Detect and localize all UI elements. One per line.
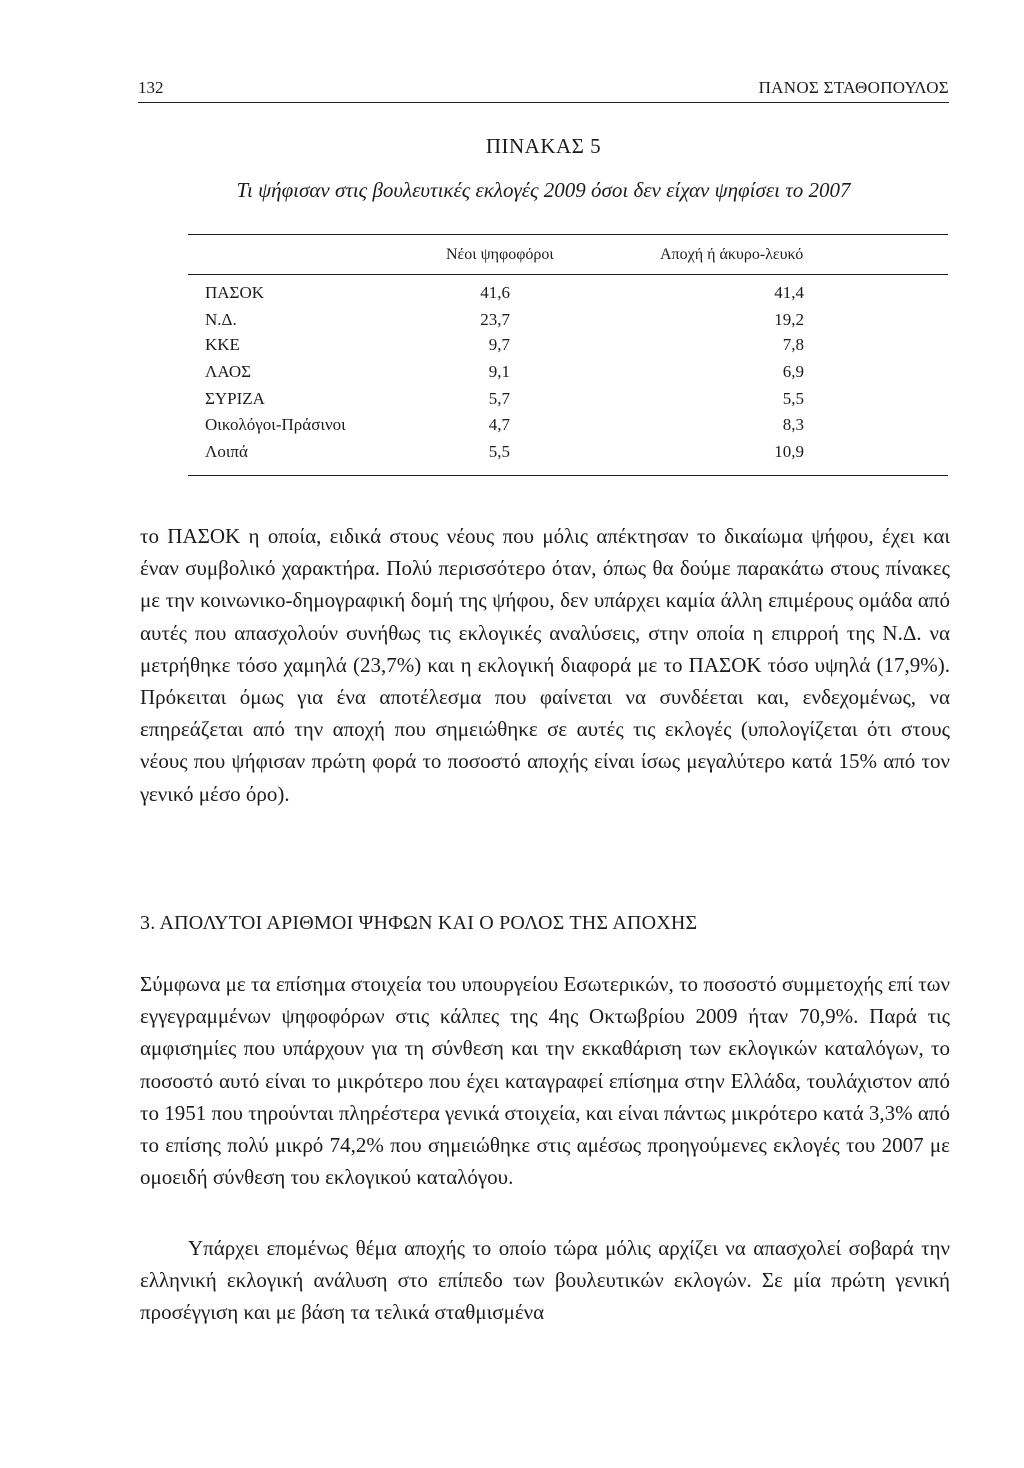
abstention-value: 41,4: [774, 283, 804, 302]
body-paragraph: Σύμφωνα με τα επίσημα στοιχεία του υπουργείου Εσωτερικών, το ποσοστό συμμετοχής επί των εγγεγραμμένων ψηφοφόρων στις κάλπες της 4ης Οκτωβρίου 2009 ήταν 70,9%. Παρά τις αμφισημίες που υπάρχουν για τη σύνθεση και την εκκαθάριση των εκλογικών καταλόγων, το ποσοστό αυτό είναι το μικρότερο που έχει καταγραφεί επίσημα στην Ελλάδα, τουλάχιστον από το 1951 που τηρούνται πληρέστερα γενικά στοιχεία, και είναι πάντως μικρότερο κατά 3,3% από το επίσης πολύ μικρό 74,2% που σημειώθηκε στις αμέσως προηγούμενες εκλογές του 2007 με ομοειδή σύνθεση του εκλογικού καταλόγου.: [140, 972, 950, 1190]
table-title: ΠΙΝΑΚΑΣ 5: [485, 134, 602, 158]
party-name: ΣΥΡΙΖΑ: [205, 389, 265, 408]
table-top-rule: [188, 234, 948, 235]
table-row: [0, 310, 1024, 334]
abstention-value: 5,5: [782, 389, 804, 408]
running-title: ΠΑΝΟΣ ΣΤΑΘΟΠΟΥΛΟΣ: [758, 78, 949, 97]
abstention-value: 7,8: [782, 335, 804, 354]
column-header-abstention: Αποχή ή άκυρο-λευκό: [660, 246, 804, 263]
section-heading: 3. ΑΠΟΛΥΤΟΙ ΑΡΙΘΜΟΙ ΨΗΦΩΝ ΚΑΙ Ο ΡΟΛΟΣ ΤΗΣ ΑΠΟΧΗΣ: [140, 912, 698, 934]
column-header-new-voters: Νέοι ψηφοφόροι: [446, 246, 554, 263]
party-name: Οικολόγοι-Πράσινοι: [205, 415, 346, 434]
party-name: ΠΑΣΟΚ: [205, 283, 265, 302]
new-voters-value: 9,1: [488, 362, 510, 381]
table-row: [0, 442, 1024, 466]
page-number: 132: [138, 78, 164, 97]
table-row: [0, 335, 1024, 359]
table-caption: Τι ψήφισαν στις βουλευτικές εκλογές 2009 όσοι δεν είχαν ψηφίσει το 2007: [236, 178, 851, 202]
new-voters-value: 9,7: [488, 335, 510, 354]
party-name: ΚΚΕ: [205, 335, 240, 354]
table-bottom-rule: [188, 475, 948, 476]
party-name: ΛΑΟΣ: [205, 362, 252, 381]
abstention-value: 19,2: [774, 310, 804, 329]
abstention-value: 6,9: [782, 362, 804, 381]
table-row: [0, 362, 1024, 386]
running-header: [138, 76, 949, 103]
abstention-value: 10,9: [774, 442, 804, 461]
body-paragraph: Υπάρχει επομένως θέμα αποχής το οποίο τώρα μόλις αρχίζει να απασχολεί σοβαρά την ελληνική εκλογική ανάλυση στο επίπεδο των βουλευτικών εκλογών. Σε μία πρώτη γενική προσέγγιση και με βάση τα τελικά σταθμισμένα: [140, 1236, 950, 1325]
new-voters-value: 4,7: [488, 415, 510, 434]
table-row: [0, 283, 1024, 307]
new-voters-value: 5,5: [488, 442, 510, 461]
new-voters-value: 41,6: [480, 283, 510, 302]
abstention-value: 8,3: [782, 415, 804, 434]
table-header-rule: [188, 274, 948, 275]
party-name: Λοιπά: [205, 442, 248, 461]
new-voters-value: 23,7: [480, 310, 510, 329]
party-name: Ν.Δ.: [205, 310, 237, 329]
new-voters-value: 5,7: [488, 389, 510, 408]
table-row: [0, 389, 1024, 413]
body-paragraph: το ΠΑΣΟΚ η οποία, ειδικά στους νέους που μόλις απέκτησαν το δικαίωμα ψήφου, έχει και έναν συμβολικό χαρακτήρα. Πολύ περισσότερο όταν, όπως θα δούμε παρακάτω στους πίνακες με την κοινωνικο-δημογραφική δομή της ψήφου, δεν υπάρχει καμία άλλη επιμέρους ομάδα από αυτές που απασχολούν συνήθως τις εκλογικές αναλύσεις, στην οποία η επιρροή της Ν.Δ. να μετρήθηκε τόσο χαμηλά (23,7%) και η εκλογική διαφορά με το ΠΑΣΟΚ τόσο υψηλά (17,9%). Πρόκειται όμως για ένα αποτέλεσμα που φαίνεται να συνδέεται και, ενδεχομένως, να επηρεάζεται από την αποχή που σημειώθηκε σε αυτές τις εκλογές (υπολογίζεται ότι στους νέους που ψήφισαν πρώτη φορά το ποσοστό αποχής είναι ίσως μεγαλύτερο κατά 15% από τον γενικό μέσο όρο).: [140, 524, 950, 806]
table-row: [0, 415, 1024, 439]
